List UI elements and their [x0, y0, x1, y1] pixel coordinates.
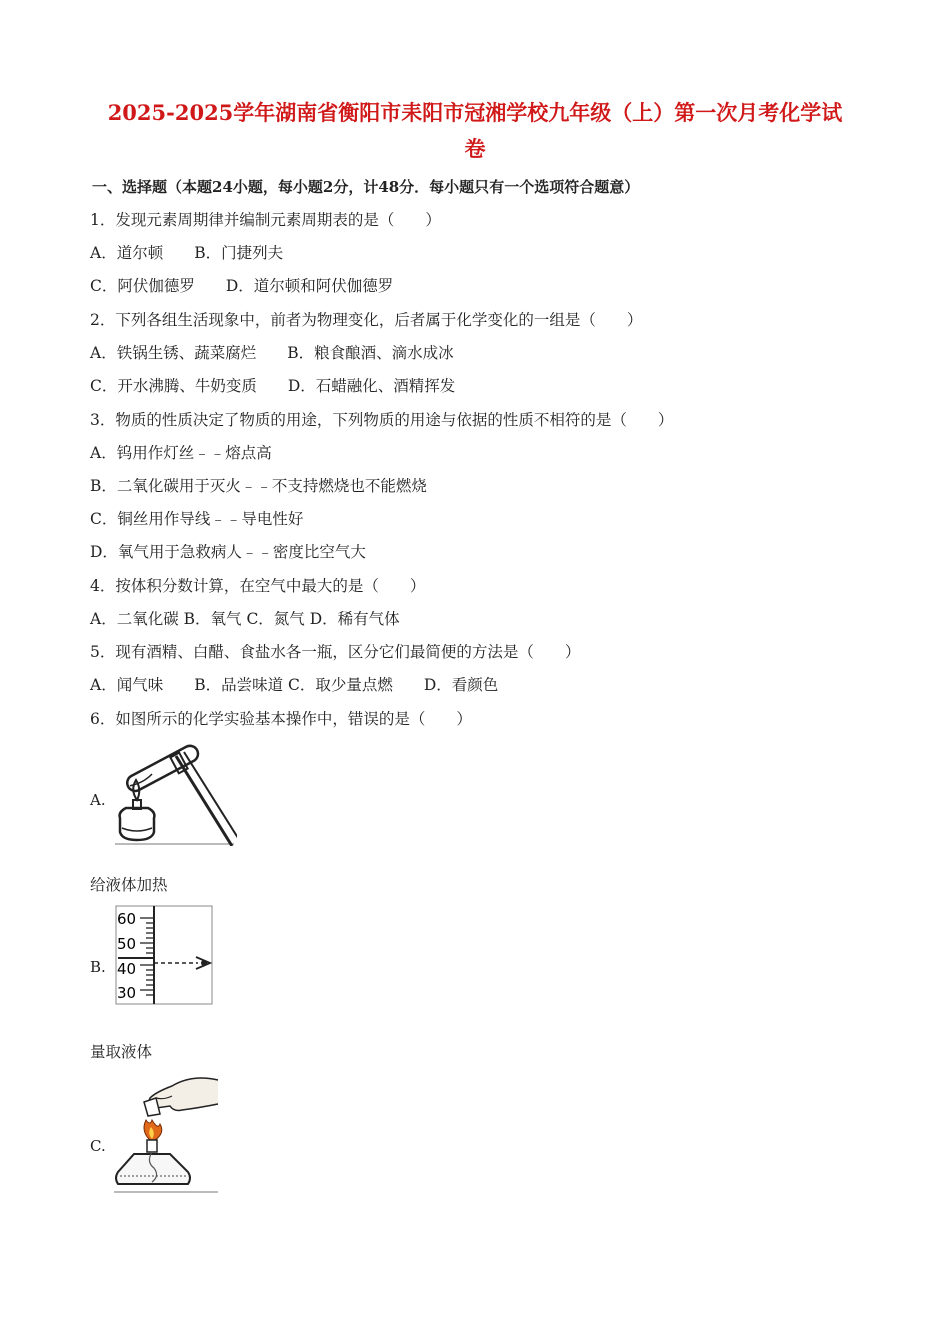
question-6-stem: 6．如图所示的化学实验基本操作中，错误的是（ ） — [90, 710, 472, 728]
exam-title-line-1: 2025-2025学年湖南省衡阳市耒阳市冠湘学校九年级（上）第一次月考化学试 — [107, 100, 843, 125]
alcohol-lamp-figure — [112, 1076, 220, 1194]
section-heading: 一、选择题（本题24小题，每小题2分，计48分．每小题只有一个选项符合题意） — [92, 178, 640, 196]
question-5-options: A．闻气味 B．品尝味道 C．取少量点燃 D．看颜色 — [90, 676, 499, 694]
question-3-option-b: B．二氧化碳用于灭火﹣﹣不支持燃烧也不能燃烧 — [90, 477, 427, 495]
tick-label-40: 40 — [117, 960, 137, 978]
question-6-option-b-label: B. — [90, 958, 106, 976]
question-3-option-c: C．铜丝用作导线﹣﹣导电性好 — [90, 510, 304, 528]
question-2-options-row-2: C．开水沸腾、牛奶变质 D．石蜡融化、酒精挥发 — [90, 377, 456, 395]
question-6-option-c-label: C. — [90, 1137, 106, 1155]
question-5-stem: 5．现有酒精、白醋、食盐水各一瓶，区分它们最简便的方法是（ ） — [90, 643, 581, 661]
measuring-cylinder-figure — [114, 904, 216, 1006]
question-6-option-a-label: A. — [90, 791, 106, 809]
question-1-options-row-2: C．阿伏伽德罗 D．道尔顿和阿伏伽德罗 — [90, 277, 394, 295]
exam-title-line-2: 卷 — [464, 136, 486, 161]
question-2-stem: 2．下列各组生活现象中，前者为物理变化，后者属于化学变化的一组是（ ） — [90, 311, 643, 329]
question-3-option-a: A．钨用作灯丝﹣﹣熔点高 — [90, 444, 272, 462]
question-4-options: A．二氧化碳 B．氧气 C．氮气 D．稀有气体 — [90, 610, 400, 628]
question-1-options-row-1: A．道尔顿 B．门捷列夫 — [90, 244, 284, 262]
tick-label-60: 60 — [117, 910, 137, 928]
question-1-stem: 1．发现元素周期律并编制元素周期表的是（ ） — [90, 211, 441, 229]
heating-liquid-figure — [112, 740, 237, 846]
tick-label-30: 30 — [117, 984, 137, 1002]
question-6-option-a-caption: 给液体加热 — [90, 876, 168, 894]
tick-label-50: 50 — [117, 935, 137, 953]
question-3-option-d: D．氧气用于急救病人﹣﹣密度比空气大 — [90, 543, 366, 561]
question-2-options-row-1: A．铁锅生锈、蔬菜腐烂 B．粮食酿酒、滴水成冰 — [90, 344, 454, 362]
question-6-option-b-caption: 量取液体 — [90, 1043, 153, 1061]
question-3-stem: 3．物质的性质决定了物质的用途，下列物质的用途与依据的性质不相符的是（ ） — [90, 411, 674, 429]
question-4-stem: 4．按体积分数计算，在空气中最大的是（ ） — [90, 577, 426, 595]
